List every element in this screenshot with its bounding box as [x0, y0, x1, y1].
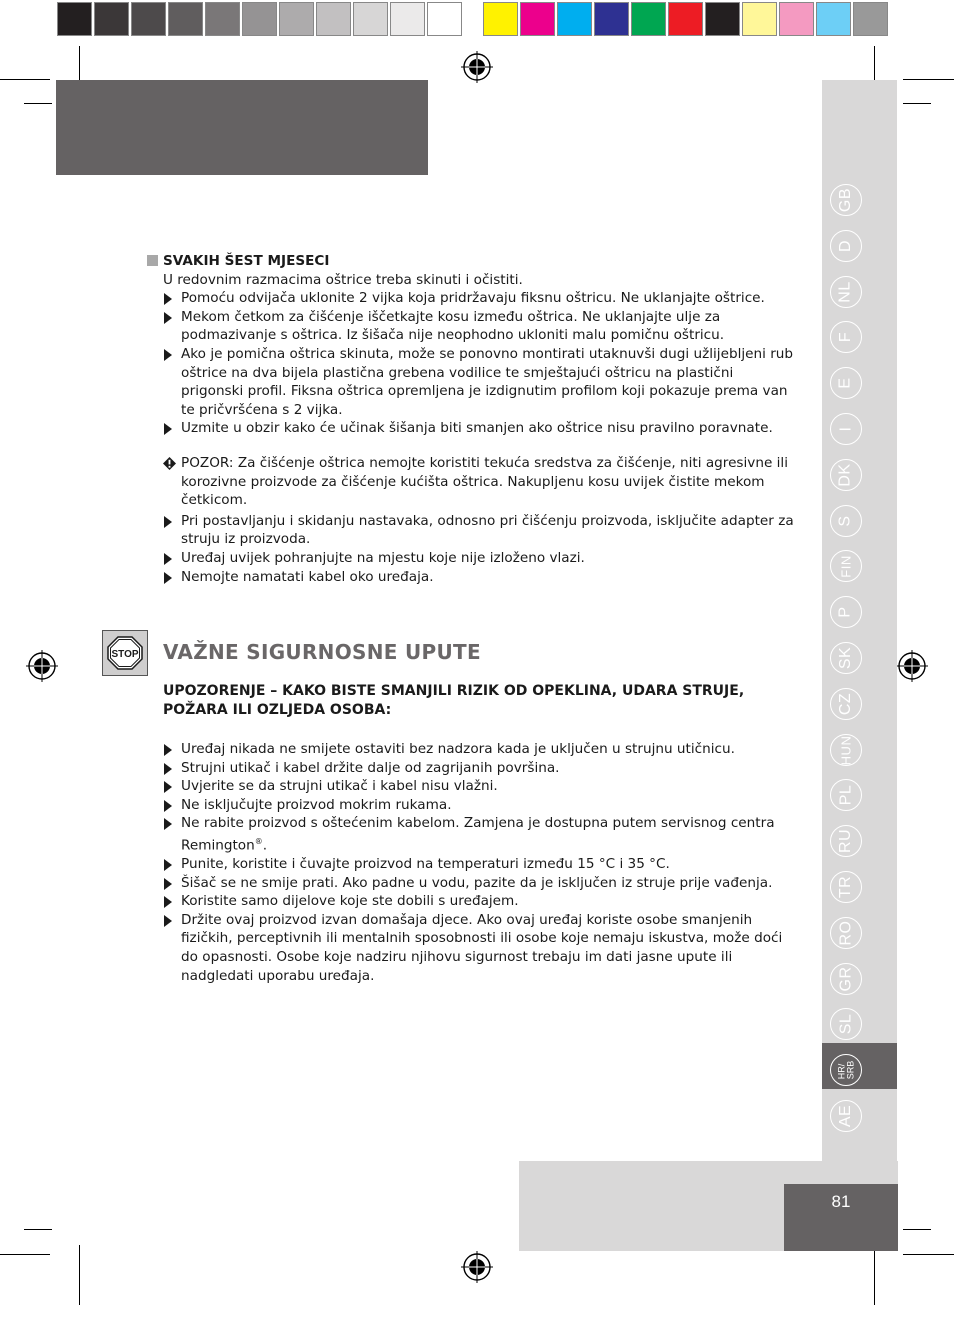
list-item: Uvjerite se da strujni utikač i kabel nisu vlažni.: [163, 777, 797, 796]
language-tab-f[interactable]: F: [830, 321, 862, 353]
crop-line: [903, 1254, 954, 1255]
list-item: Koristite samo dijelove koje ste dobili s uređajem.: [163, 892, 797, 911]
warning-icon: [163, 457, 176, 470]
svg-text:STOP: STOP: [111, 649, 139, 660]
crop-line: [874, 1245, 875, 1305]
list-item: Uzmite u obzir kako će učinak šišanja biti smanjen ako oštrice nisu pravilno poravnate.: [163, 419, 795, 438]
list-item: Uređaj uvijek pohranjujte na mjestu koje nije izloženo vlazi.: [163, 549, 795, 568]
list-item: Ne isključujte proizvod mokrim rukama.: [163, 796, 797, 815]
list-item: Pri postavljanju i skidanju nastavaka, odnosno pri čišćenju proizvoda, isključite adapter za struju iz proizvoda.: [163, 512, 795, 549]
grayscale-calibration-bar: [57, 2, 464, 38]
list-item: Šišač se ne smije prati. Ako padne u vodu, pazite da je isključen iz struje prije vađenja.: [163, 874, 797, 893]
language-tab-sl[interactable]: SL: [830, 1008, 862, 1040]
color-swatch: [94, 2, 129, 36]
color-swatch: [631, 2, 666, 36]
language-tab-tr[interactable]: TR: [830, 871, 862, 903]
crop-line: [0, 79, 50, 80]
language-tab-fin[interactable]: FIN: [830, 550, 862, 582]
language-tab-hun[interactable]: HUN: [830, 734, 862, 766]
color-swatch: [594, 2, 629, 36]
crop-line: [0, 1254, 50, 1255]
list-item: Punite, koristite i čuvajte proizvod na temperaturi između 15 °C i 35 °C.: [163, 855, 797, 874]
color-swatch: [742, 2, 777, 36]
color-swatch: [816, 2, 851, 36]
language-tab-sk[interactable]: SK: [830, 642, 862, 674]
language-tab-s[interactable]: S: [830, 505, 862, 537]
header-block: [56, 80, 428, 175]
list-item: Nemojte namatati kabel oko uređaja.: [163, 568, 795, 587]
registration-mark-icon: [26, 650, 58, 682]
color-swatch: [57, 2, 92, 36]
crop-line: [79, 1245, 80, 1305]
color-swatch: [353, 2, 388, 36]
language-tab-e[interactable]: E: [830, 367, 862, 399]
crop-line: [903, 1229, 931, 1230]
list-item: Uređaj nikada ne smijete ostaviti bez nadzora kada je uključen u strujnu utičnicu.: [163, 740, 797, 759]
registration-mark-icon: [461, 51, 493, 83]
color-swatch: [131, 2, 166, 36]
list-item: Pomoću odvijača uklonite 2 vijka koja pridržavaju fiksnu oštricu. Ne uklanjajte oštrice.: [163, 289, 795, 308]
language-tab-nl[interactable]: NL: [830, 276, 862, 308]
color-swatch: [427, 2, 462, 36]
language-tab-p[interactable]: P: [830, 596, 862, 628]
warning-heading: UPOZORENJE – KAKO BISTE SMANJILI RIZIK OD OPEKLINA, UDARA STRUJE, POŽARA ILI OZLJEDA OSOBA:: [163, 683, 745, 718]
safety-list: [163, 740, 797, 985]
language-tab-d[interactable]: D: [830, 230, 862, 262]
language-tab-gr[interactable]: GR: [830, 963, 862, 995]
color-swatch: [668, 2, 703, 36]
language-tab-ae[interactable]: AE: [830, 1100, 862, 1132]
safety-section: [163, 682, 797, 985]
language-tab-hr-srb[interactable]: HR/ SRB: [830, 1054, 862, 1086]
crop-line: [903, 79, 954, 80]
color-swatch: [316, 2, 351, 36]
language-tab-gb[interactable]: GB: [830, 184, 862, 216]
color-calibration-bar: [483, 2, 890, 38]
color-swatch: [853, 2, 888, 36]
color-swatch: [705, 2, 740, 36]
cleaning-section: [163, 252, 795, 586]
language-tab-pl[interactable]: PL: [830, 779, 862, 811]
stop-sign-icon: [102, 630, 148, 676]
registration-mark-icon: [461, 1251, 493, 1283]
list-item: Ako je pomična oštrica skinuta, može se ponovno montirati utaknuvši dugi užlijebljeni rub oštrice na dva bijela plastična grebena vodilice te smještajući oštricu na plastični prigonski profil. Fiksna oštrica opremljena je izdignutim profilom koji pokazuje prema van te pričvršćena s 2 vijka.: [163, 345, 795, 419]
language-tab-ru[interactable]: RU: [830, 825, 862, 857]
registration-mark-icon: [896, 650, 928, 682]
color-swatch: [279, 2, 314, 36]
caution-note: POZOR: Za čišćenje oštrica nemojte koristiti tekuća sredstva za čišćenje, niti agresivne ili korozivne proizvode za čišćenje kućišta oštrica. Nakupljenu kosu uvijek čistite mekom četkicom.: [163, 454, 795, 510]
color-swatch: [390, 2, 425, 36]
crop-line: [24, 103, 52, 104]
section-intro: U redovnim razmacima oštrice treba skinuti i očistiti.: [163, 271, 523, 288]
color-swatch: [520, 2, 555, 36]
storage-list: [163, 512, 795, 586]
color-swatch: [205, 2, 240, 36]
language-tab-i[interactable]: I: [830, 413, 862, 445]
language-tab-dk[interactable]: DK: [830, 459, 862, 491]
crop-line: [903, 103, 931, 104]
list-item: Strujni utikač i kabel držite dalje od zagrijanih površina.: [163, 759, 797, 778]
crop-line: [24, 1229, 52, 1230]
color-swatch: [557, 2, 592, 36]
section-heading: SVAKIH ŠEST MJESECI: [163, 252, 795, 271]
list-item: Ne rabite proizvod s oštećenim kabelom. Zamjena je dostupna putem servisnog centra Remington®.: [163, 814, 797, 855]
language-tab-ro[interactable]: RO: [830, 917, 862, 949]
language-tab-cz[interactable]: CZ: [830, 688, 862, 720]
cleaning-steps-list: [163, 289, 795, 438]
list-item: Držite ovaj proizvod izvan domašaja djece. Ako ovaj uređaj koriste osobe smanjenih fizičkih, perceptivnih ili mentalnih sposobnosti ili osobe koje nemaju iskustva, može doći do opasnosti. Osobe koje nadziru njihovu sigurnost trebaju im dati jasne upute ili nadgledati uporabu uređaja.: [163, 911, 797, 985]
color-swatch: [779, 2, 814, 36]
square-bullet-icon: [147, 255, 158, 266]
color-swatch: [483, 2, 518, 36]
page-number: 81: [831, 1192, 851, 1211]
color-swatch: [168, 2, 203, 36]
list-item: Mekom četkom za čišćenje iščetkajte kosu između oštrica. Ne uklanjajte ulje za podmazivanje s oštrica. Iz šišača nije neophodno ukloniti malu pomičnu oštricu.: [163, 308, 795, 345]
safety-title: VAŽNE SIGURNOSNE UPUTE: [163, 640, 481, 664]
color-swatch: [242, 2, 277, 36]
